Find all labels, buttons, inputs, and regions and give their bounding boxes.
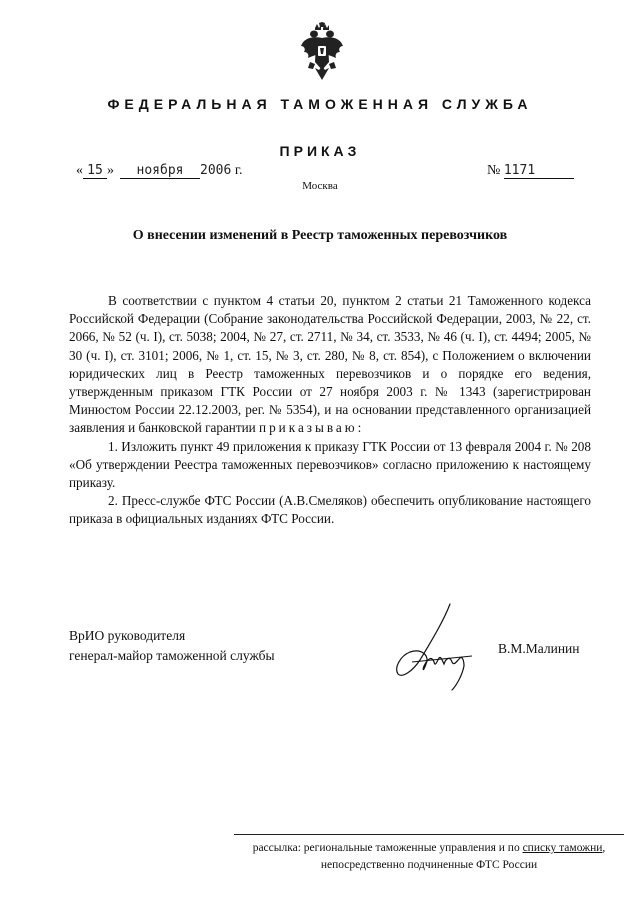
date-month: ноября: [120, 164, 200, 179]
number-prefix: №: [487, 163, 501, 178]
document-type: ПРИКАЗ: [279, 143, 361, 159]
distribution-divider: [234, 834, 624, 835]
paragraph-item-1: 1. Изложить пункт 49 приложения к приказу ГТК России от 13 февраля 2004 г. № 208 «Об утверждении Реестра таможенных перевозчиков» согласно приложению к настоящему приказу.: [69, 438, 591, 491]
agency-name: ФЕДЕРАЛЬНАЯ ТАМОЖЕННАЯ СЛУЖБА: [107, 96, 533, 112]
document-city: Москва: [302, 180, 338, 192]
distribution-list: [234, 840, 624, 874]
signatory-name: В.М.Малинин: [498, 641, 580, 656]
handwritten-signature-icon: [392, 600, 476, 692]
distribution-line1-suffix: ,: [602, 842, 606, 854]
date-day: 15: [83, 164, 107, 179]
distribution-underlined: списку таможни: [522, 842, 603, 854]
date-year-suffix: г.: [234, 163, 243, 178]
document-date: [76, 163, 242, 179]
distribution-line1: [234, 840, 624, 857]
document-body: [69, 292, 591, 529]
distribution-line2: непосредственно подчиненные ФТС России: [320, 859, 538, 871]
document-number: [487, 163, 574, 179]
paragraph-preamble: [69, 292, 591, 438]
quote-close: »: [107, 163, 114, 178]
preamble-text: В соответствии с пунктом 4 статьи 20, пунктом 2 статьи 21 Таможенного кодекса Российской Федерации (Собрание законодательства Российской Федерации, 2003, № 22, ст. 2066, № 52 (ч. I), ст. 5038; 2004, № 27, ст. 2711, № 34, ст. 3533, № 46 (ч. I), ст. 4494; 2005, № 30 (ч. I), ст. 3101; 2006, № 1, ст. 15, № 3, ст. 280, № 8, ст. 854), с Положением о включении юридических лиц в Реестр таможенных перевозчиков и о порядке его ведения, утвержденным приказом ГТК России от 27 ноября 2003 г. № 1343 (зарегистрирован Минюстом России 22.12.2003, рег. № 5354), и на основании представленного организацией заявления и банковской гарантии: [69, 293, 591, 436]
number-value: 1171: [504, 164, 574, 179]
order-word: приказываю:: [259, 420, 365, 436]
distribution-line1-prefix: рассылка: региональные таможенные управления и по: [252, 842, 520, 854]
paragraph-item-2: 2. Пресс-службе ФТС России (А.В.Смеляков) обеспечить опубликование настоящего приказа в официальных изданиях ФТС России.: [69, 493, 591, 527]
signatory-position: [69, 626, 275, 666]
document-title: О внесении изменений в Реестр таможенных перевозчиков: [132, 228, 508, 243]
quote-open: «: [76, 163, 83, 178]
signatory-position-line1: ВрИО руководителя: [69, 628, 186, 643]
signatory-position-line2: генерал-майор таможенной службы: [69, 648, 275, 663]
double-headed-eagle-icon: [300, 22, 344, 82]
date-year: 2006: [200, 163, 232, 178]
